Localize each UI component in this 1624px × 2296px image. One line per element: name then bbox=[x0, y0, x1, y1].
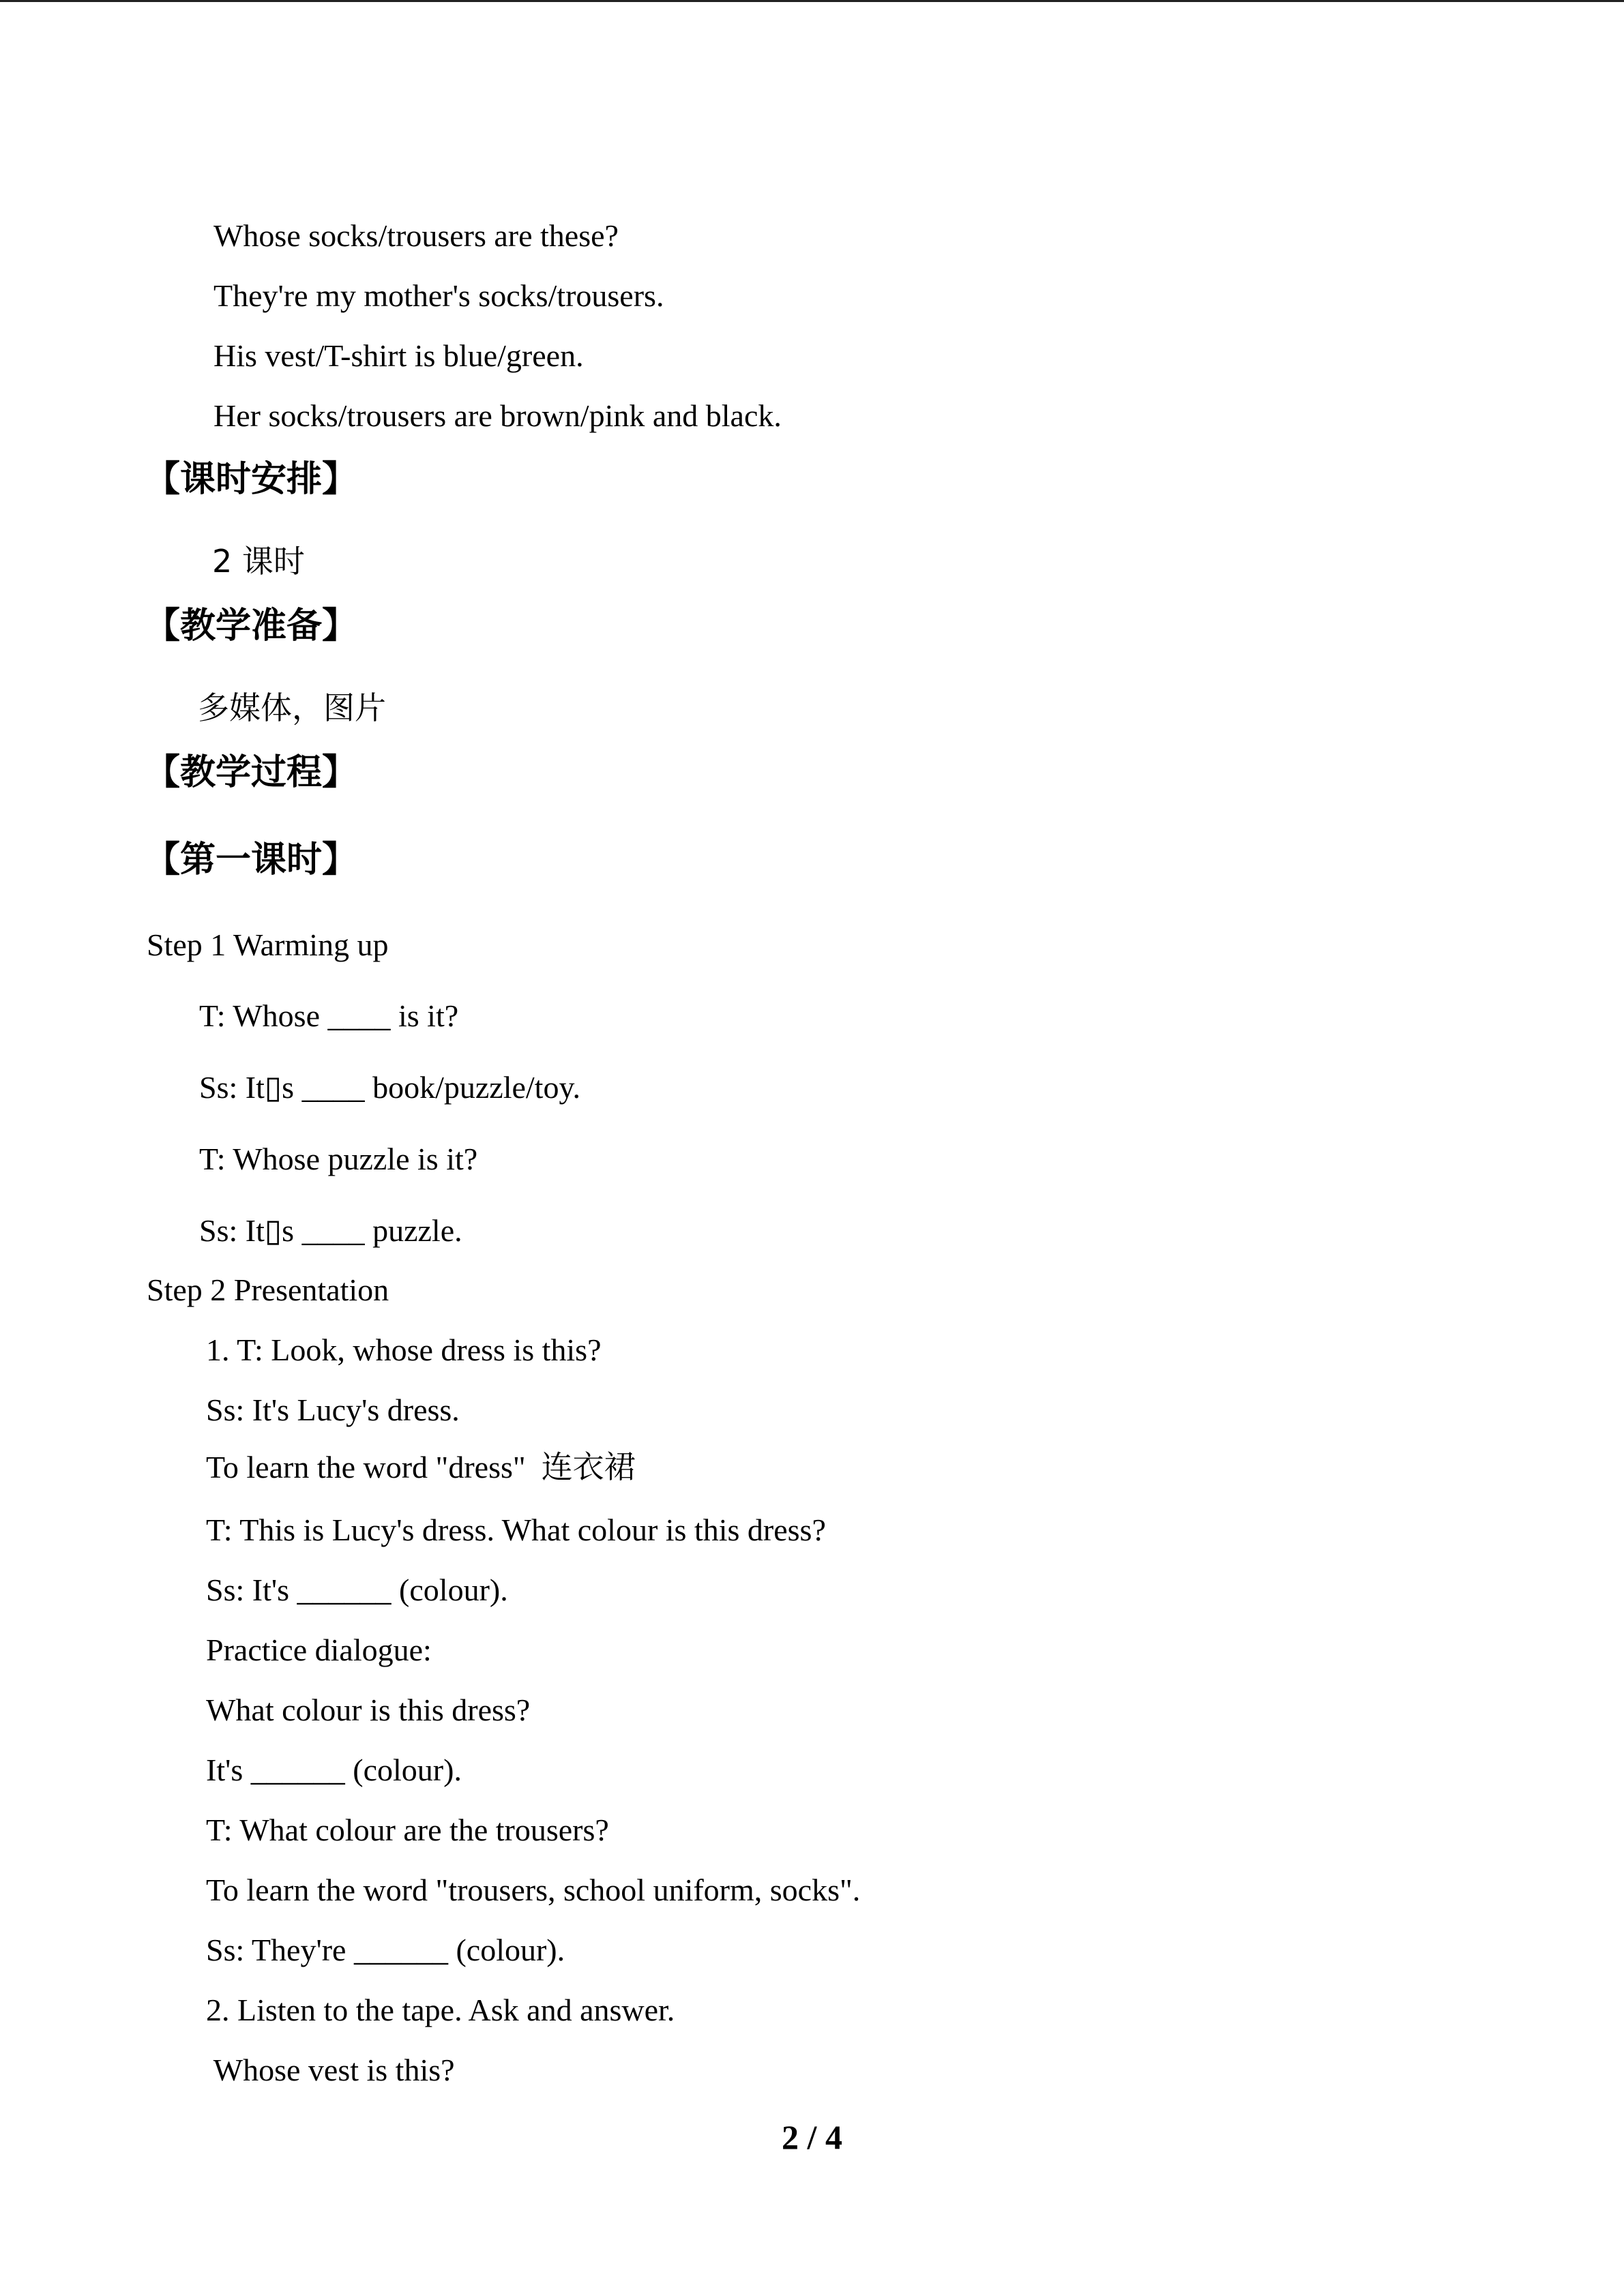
step2-line-2: Ss: It's Lucy's dress. bbox=[206, 1392, 460, 1427]
step1-title: Step 1 Warming up bbox=[147, 927, 389, 962]
sentence-line-4: Her socks/trousers are brown/pink and black. bbox=[213, 398, 782, 433]
step2-line-13: Whose vest is this? bbox=[206, 2053, 455, 2087]
step2-line-5: Ss: It's ______ (colour). bbox=[206, 1572, 508, 1607]
section-heading-prep: 【教学准备】 bbox=[145, 606, 358, 646]
schedule-content: 2 课时 bbox=[212, 543, 305, 580]
sentence-line-3: His vest/T-shirt is blue/green. bbox=[213, 338, 584, 373]
step2-line-12: 2. Listen to the tape. Ask and answer. bbox=[206, 1993, 675, 2027]
step2-line-4: T: This is Lucy's dress. What colour is this dress? bbox=[206, 1512, 826, 1547]
step2-line-3: To learn the word "dress" 连衣裙 bbox=[206, 1450, 636, 1485]
prep-content: 多媒体，图片 bbox=[198, 689, 386, 726]
step2-line-9: T: What colour are the trousers? bbox=[206, 1813, 609, 1847]
step2-line-7: What colour is this dress? bbox=[206, 1693, 531, 1727]
step1-line-4: Ss: It▯s ____ puzzle. bbox=[199, 1213, 462, 1248]
page-number: 2 / 4 bbox=[782, 2118, 842, 2156]
step2-line-6: Practice dialogue: bbox=[206, 1632, 432, 1667]
step2-title: Step 2 Presentation bbox=[147, 1272, 389, 1307]
step2-line-11: Ss: They're ______ (colour). bbox=[206, 1933, 565, 1967]
sentence-line-1: Whose socks/trousers are these? bbox=[213, 218, 619, 253]
page-top-border bbox=[0, 0, 1624, 2]
step2-line-1: 1. T: Look, whose dress is this? bbox=[206, 1332, 602, 1367]
step1-line-2: Ss: It▯s ____ book/puzzle/toy. bbox=[199, 1070, 580, 1105]
step1-line-1: T: Whose ____ is it? bbox=[199, 998, 459, 1033]
step1-line-3: T: Whose puzzle is it? bbox=[199, 1142, 478, 1176]
step2-line-10: To learn the word "trousers, school uniform, socks". bbox=[206, 1873, 861, 1907]
section-heading-lesson1: 【第一课时】 bbox=[145, 839, 358, 880]
sentence-line-2: They're my mother's socks/trousers. bbox=[213, 278, 664, 313]
section-heading-process: 【教学过程】 bbox=[145, 752, 358, 793]
step2-line-8: It's ______ (colour). bbox=[206, 1753, 462, 1787]
section-heading-schedule: 【课时安排】 bbox=[145, 459, 358, 500]
